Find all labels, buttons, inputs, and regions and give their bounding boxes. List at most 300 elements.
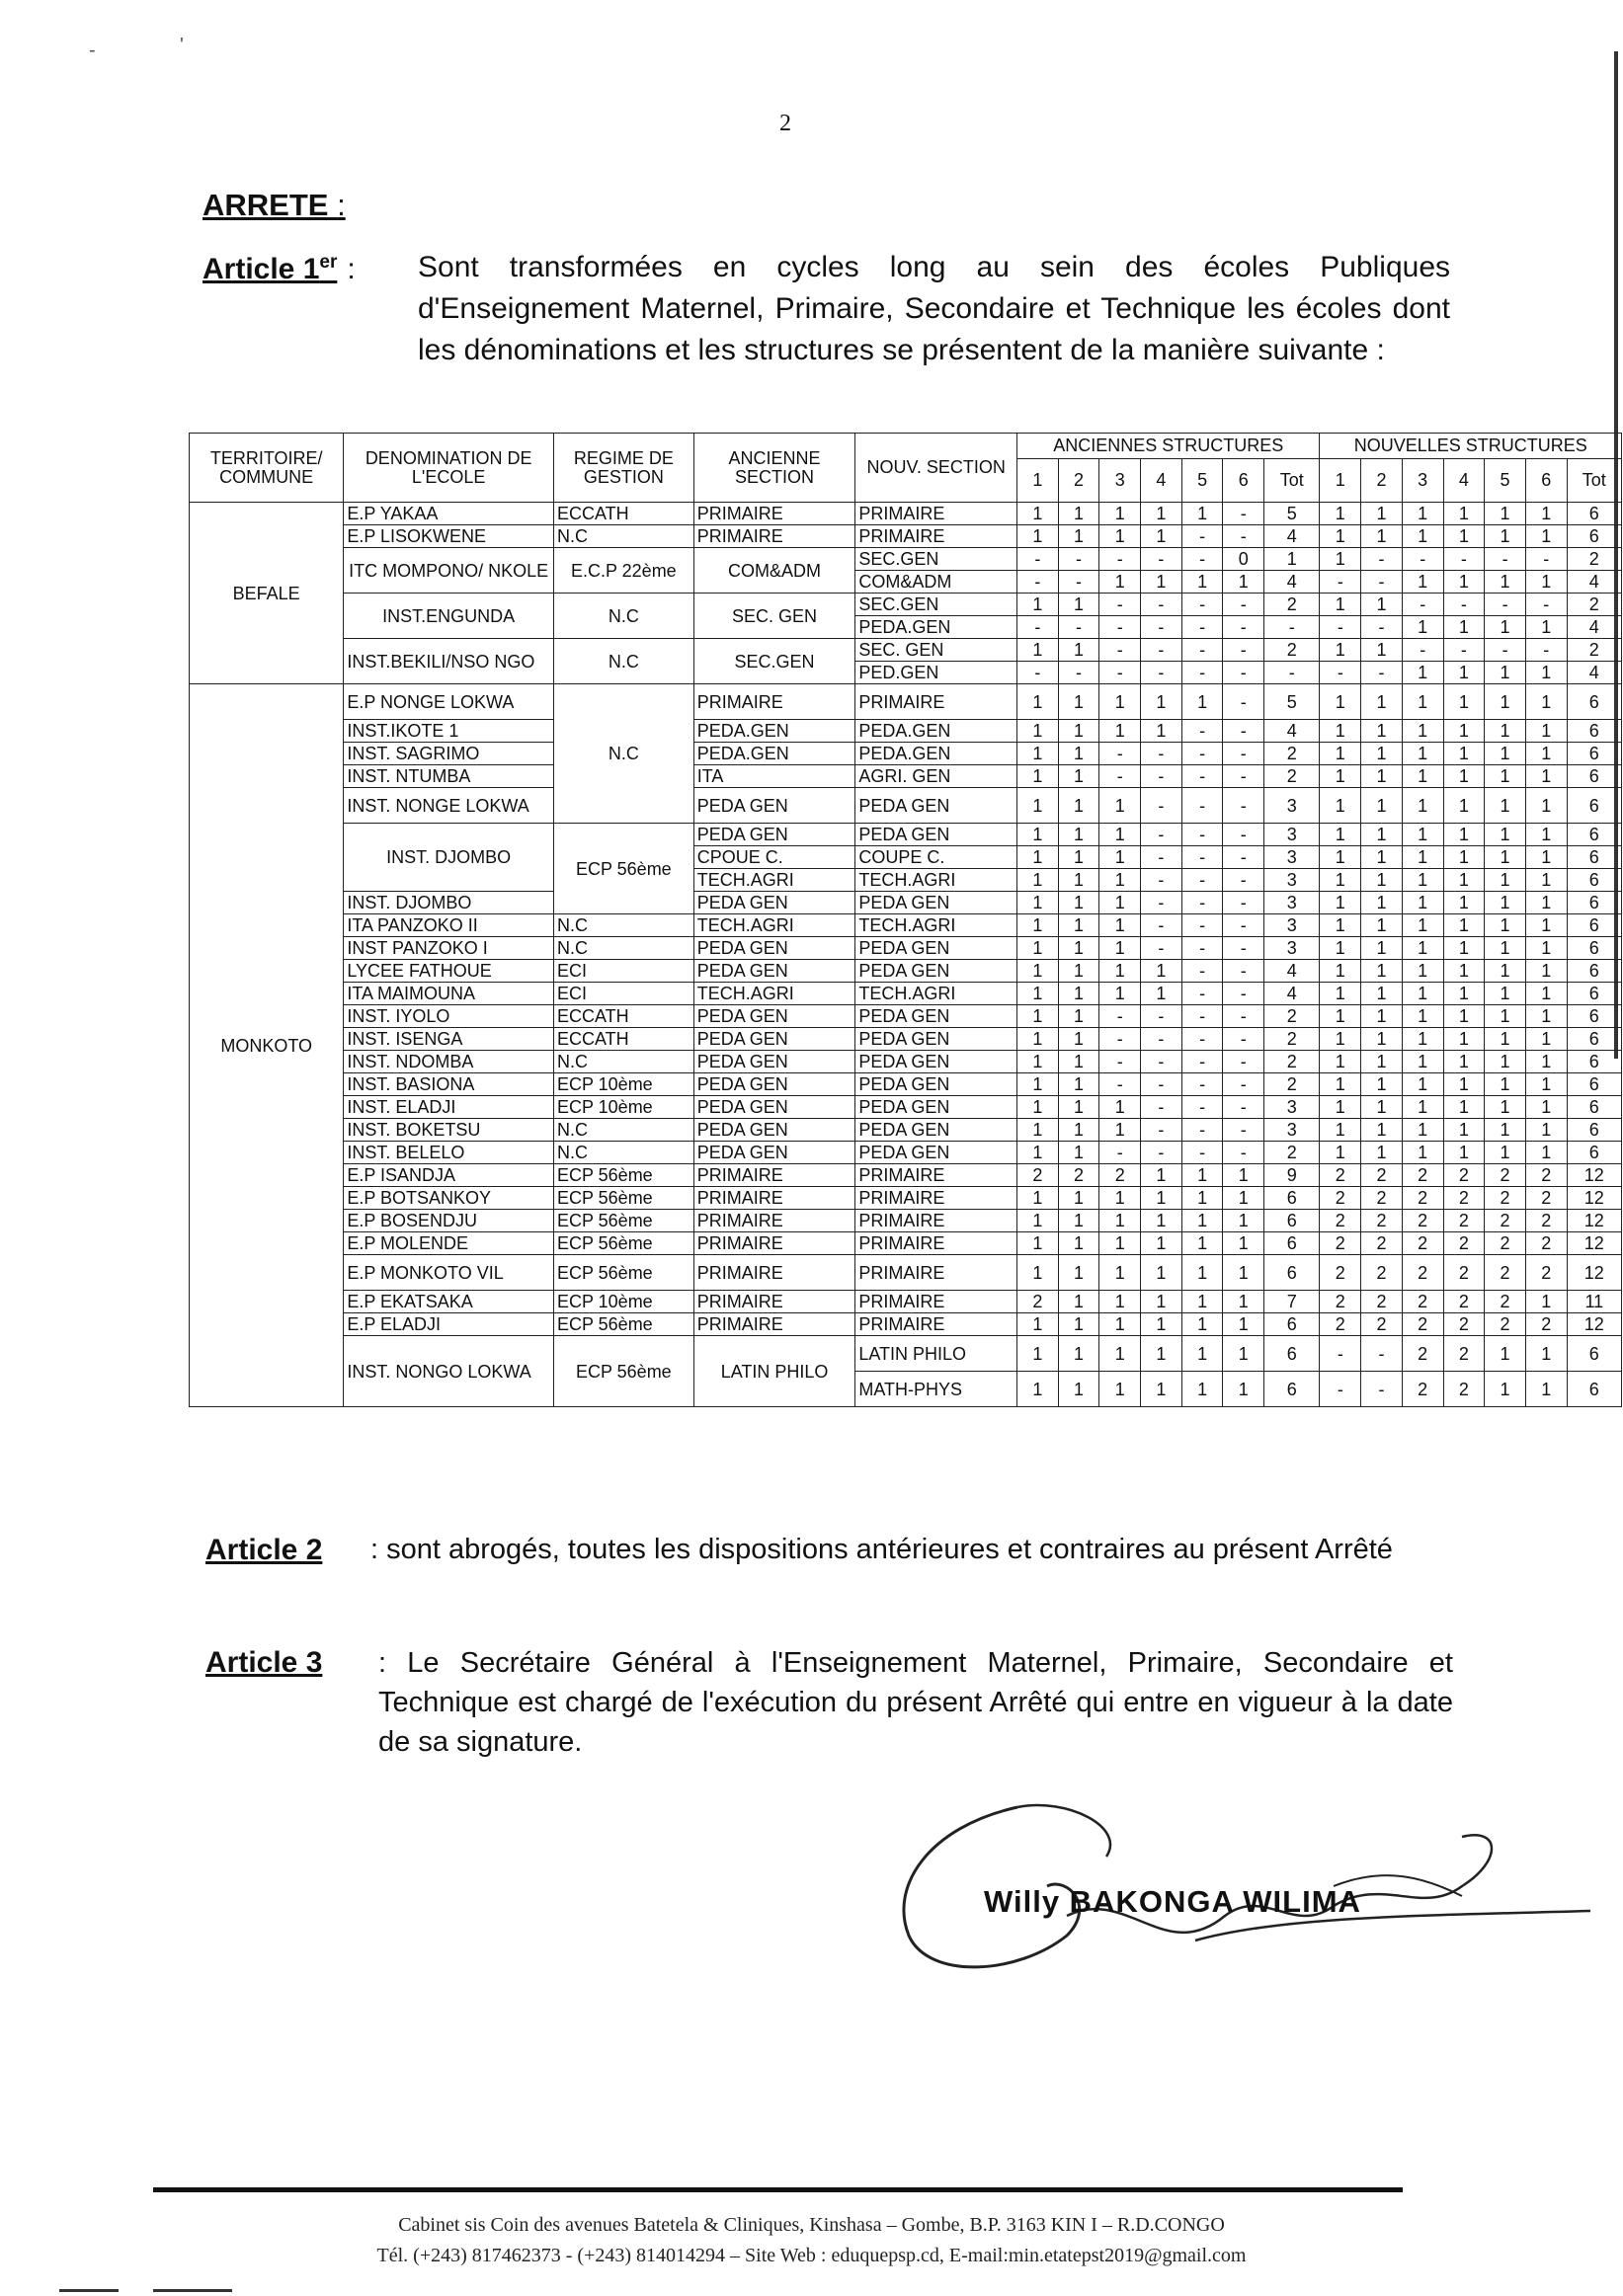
article-3-label: Article 3 [205, 1646, 323, 1679]
new-structure-value: 1 [1443, 662, 1485, 684]
nouvelle-section: PEDA GEN [855, 1096, 1017, 1119]
new-structure-value: 1 [1402, 1051, 1443, 1073]
new-structure-value: 1 [1443, 1005, 1485, 1028]
old-structure-value: 1 [1058, 1255, 1099, 1291]
old-structure-value: 1 [1181, 1372, 1223, 1407]
old-structure-value: 2 [1264, 765, 1320, 788]
nouvelle-section: PRIMAIRE [855, 684, 1017, 720]
old-structure-value: 1 [1058, 765, 1099, 788]
new-structure-value: 6 [1567, 914, 1621, 937]
new-structure-value: 12 [1567, 1232, 1621, 1255]
new-structure-value: 2 [1567, 548, 1621, 571]
new-structure-value: - [1320, 662, 1361, 684]
new-structure-value: 6 [1567, 1119, 1621, 1142]
new-structure-value: 1 [1320, 1096, 1361, 1119]
new-structure-value: 1 [1485, 720, 1526, 743]
new-structure-value: 1 [1320, 1005, 1361, 1028]
old-structure-value: - [1099, 548, 1141, 571]
article-2-text: : sont abrogés, toutes les dispositions antérieures et contraires au présent Arrêté [370, 1534, 1393, 1565]
school-name: INST. BASIONA [344, 1073, 554, 1096]
old-structure-value: - [1141, 892, 1182, 914]
new-structure-value: - [1361, 571, 1403, 594]
new-structure-value: 2 [1402, 1210, 1443, 1232]
old-structure-value: - [1181, 824, 1223, 846]
old-structure-value: 7 [1264, 1291, 1320, 1313]
old-structure-value: 1 [1058, 594, 1099, 616]
old-structure-value: 1 [1141, 1336, 1182, 1372]
old-structure-value: 1 [1017, 594, 1059, 616]
new-structure-value: 12 [1567, 1164, 1621, 1187]
header-new-col: 3 [1402, 459, 1443, 503]
old-structure-value: 1 [1058, 1051, 1099, 1073]
new-structure-value: 1 [1320, 548, 1361, 571]
nouvelle-section: PRIMAIRE [855, 503, 1017, 525]
old-structure-value: 5 [1264, 684, 1320, 720]
old-structure-value: - [1141, 1051, 1182, 1073]
new-structure-value: - [1485, 594, 1526, 616]
new-structure-value: 1 [1402, 571, 1443, 594]
school-name: E.P MOLENDE [344, 1232, 554, 1255]
new-structure-value: 1 [1402, 1142, 1443, 1164]
new-structure-value: 1 [1361, 937, 1403, 960]
ancienne-section: PEDA GEN [693, 824, 855, 846]
new-structure-value: - [1485, 548, 1526, 571]
scan-mark: - [89, 40, 96, 61]
old-structure-value: 1 [1017, 1005, 1059, 1028]
old-structure-value: 1 [1058, 983, 1099, 1005]
school-name: INST. IYOLO [344, 1005, 554, 1028]
old-structure-value: 1 [1141, 983, 1182, 1005]
old-structure-value: 1 [1099, 571, 1141, 594]
new-structure-value: 2 [1567, 594, 1621, 616]
new-structure-value: 2 [1402, 1372, 1443, 1407]
new-structure-value: 1 [1361, 1142, 1403, 1164]
ancienne-section: PRIMAIRE [693, 1187, 855, 1210]
old-structure-value: - [1223, 684, 1264, 720]
new-structure-value: 1 [1485, 960, 1526, 983]
new-structure-value: 1 [1402, 869, 1443, 892]
table-row [190, 525, 1622, 548]
old-structure-value: - [1223, 1073, 1264, 1096]
old-structure-value: - [1181, 616, 1223, 639]
new-structure-value: 1 [1485, 892, 1526, 914]
new-structure-value: 1 [1320, 639, 1361, 662]
new-structure-value: 1 [1443, 1073, 1485, 1096]
old-structure-value: - [1223, 937, 1264, 960]
ancienne-section: PEDA GEN [693, 937, 855, 960]
new-structure-value: 1 [1361, 639, 1403, 662]
nouvelle-section: PRIMAIRE [855, 1313, 1017, 1336]
new-structure-value: 1 [1402, 743, 1443, 765]
old-structure-value: - [1141, 869, 1182, 892]
regime-cell: ECP 56ème [553, 1255, 693, 1291]
new-structure-value: - [1443, 594, 1485, 616]
new-structure-value: 2 [1443, 1372, 1485, 1407]
new-structure-value: 1 [1361, 743, 1403, 765]
new-structure-value: 1 [1443, 743, 1485, 765]
new-structure-value: 2 [1443, 1164, 1485, 1187]
new-structure-value: 1 [1485, 869, 1526, 892]
regime-cell: ECP 56ème [553, 1210, 693, 1232]
new-structure-value: 1 [1485, 684, 1526, 720]
new-structure-value: 2 [1361, 1255, 1403, 1291]
old-structure-value: - [1141, 639, 1182, 662]
old-structure-value: 4 [1264, 525, 1320, 548]
old-structure-value: 1 [1141, 1372, 1182, 1407]
old-structure-value: - [1223, 869, 1264, 892]
old-structure-value: 1 [1058, 869, 1099, 892]
old-structure-value: 1 [1017, 503, 1059, 525]
old-structure-value: 1 [1058, 1210, 1099, 1232]
new-structure-value: 2 [1361, 1187, 1403, 1210]
new-structure-value: 1 [1402, 525, 1443, 548]
nouvelle-section: PEDA GEN [855, 1119, 1017, 1142]
nouvelle-section: TECH.AGRI [855, 983, 1017, 1005]
old-structure-value: 1 [1099, 869, 1141, 892]
new-structure-value: 1 [1525, 1142, 1567, 1164]
school-name: E.P BOTSANKOY [344, 1187, 554, 1210]
school-name: INST. BOKETSU [344, 1119, 554, 1142]
new-structure-value: 1 [1443, 525, 1485, 548]
new-structure-value: 6 [1567, 788, 1621, 824]
new-structure-value: 2 [1485, 1255, 1526, 1291]
new-structure-value: 1 [1525, 960, 1567, 983]
new-structure-value: 1 [1361, 503, 1403, 525]
old-structure-value: - [1141, 1096, 1182, 1119]
new-structure-value: 1 [1525, 1096, 1567, 1119]
new-structure-value: - [1320, 1336, 1361, 1372]
table-row [190, 960, 1622, 983]
old-structure-value: - [1223, 525, 1264, 548]
ancienne-section: PEDA GEN [693, 892, 855, 914]
new-structure-value: 1 [1443, 571, 1485, 594]
new-structure-value: 6 [1567, 684, 1621, 720]
new-structure-value: 2 [1485, 1210, 1526, 1232]
new-structure-value: 2 [1525, 1164, 1567, 1187]
ancienne-section: SEC. GEN [693, 594, 855, 639]
header-new-col: 4 [1443, 459, 1485, 503]
new-structure-value: - [1443, 548, 1485, 571]
header-denomination: DENOMINATION DE L'ECOLE [344, 434, 554, 503]
nouvelle-section: PEDA GEN [855, 1005, 1017, 1028]
old-structure-value: 3 [1264, 1096, 1320, 1119]
table-row [190, 594, 1622, 616]
old-structure-value: 1 [1058, 1336, 1099, 1372]
school-name: INST. SAGRIMO [344, 743, 554, 765]
new-structure-value: 1 [1443, 983, 1485, 1005]
nouvelle-section: PEDA GEN [855, 1073, 1017, 1096]
old-structure-value: 1 [1141, 1187, 1182, 1210]
ancienne-section: PEDA GEN [693, 1051, 855, 1073]
old-structure-value: - [1223, 846, 1264, 869]
territory-cell: BEFALE [190, 503, 344, 684]
old-structure-value: 3 [1264, 788, 1320, 824]
new-structure-value: - [1320, 1372, 1361, 1407]
new-structure-value: 1 [1402, 914, 1443, 937]
new-structure-value: 1 [1320, 892, 1361, 914]
old-structure-value: - [1223, 503, 1264, 525]
old-structure-value: - [1223, 616, 1264, 639]
new-structure-value: 1 [1361, 525, 1403, 548]
old-structure-value: 1 [1223, 1255, 1264, 1291]
old-structure-value: 1 [1017, 1028, 1059, 1051]
old-structure-value: 1 [1058, 960, 1099, 983]
new-structure-value: 2 [1320, 1164, 1361, 1187]
old-structure-value: 4 [1264, 720, 1320, 743]
school-name: INST.IKOTE 1 [344, 720, 554, 743]
nouvelle-section: PED.GEN [855, 662, 1017, 684]
nouvelle-section: PEDA GEN [855, 937, 1017, 960]
old-structure-value: 2 [1264, 639, 1320, 662]
ancienne-section: PRIMAIRE [693, 525, 855, 548]
old-structure-value: - [1223, 1096, 1264, 1119]
nouvelle-section: PRIMAIRE [855, 1164, 1017, 1187]
new-structure-value: 1 [1361, 765, 1403, 788]
ancienne-section: SEC.GEN [693, 639, 855, 684]
nouvelle-section: PEDA GEN [855, 960, 1017, 983]
new-structure-value: 1 [1525, 788, 1567, 824]
old-structure-value: - [1181, 788, 1223, 824]
new-structure-value: 1 [1485, 824, 1526, 846]
new-structure-value: 1 [1320, 1073, 1361, 1096]
regime-cell: ECP 56ème [553, 1187, 693, 1210]
new-structure-value: 1 [1525, 1291, 1567, 1313]
old-structure-value: 1 [1058, 720, 1099, 743]
signatory-name: Willy BAKONGA WILIMA [984, 1884, 1361, 1919]
old-structure-value: - [1223, 720, 1264, 743]
new-structure-value: 6 [1567, 937, 1621, 960]
regime-cell: ECI [553, 983, 693, 1005]
new-structure-value: 1 [1525, 869, 1567, 892]
new-structure-value: 6 [1567, 1051, 1621, 1073]
header-new-col: 5 [1485, 459, 1526, 503]
new-structure-value: 2 [1320, 1210, 1361, 1232]
new-structure-value: 6 [1567, 824, 1621, 846]
new-structure-value: 1 [1525, 1028, 1567, 1051]
table-row [190, 743, 1622, 765]
old-structure-value: - [1141, 914, 1182, 937]
new-structure-value: 1 [1443, 684, 1485, 720]
new-structure-value: 2 [1361, 1210, 1403, 1232]
new-structure-value: 1 [1485, 571, 1526, 594]
old-structure-value: - [1181, 720, 1223, 743]
new-structure-value: 1 [1443, 765, 1485, 788]
header-old-col: Tot [1264, 459, 1320, 503]
old-structure-value: 2 [1264, 743, 1320, 765]
new-structure-value: 2 [1443, 1187, 1485, 1210]
new-structure-value: 2 [1485, 1313, 1526, 1336]
header-nouv-section: NOUV. SECTION [855, 434, 1017, 503]
old-structure-value: - [1223, 983, 1264, 1005]
new-structure-value: 2 [1361, 1291, 1403, 1313]
regime-cell: ECI [553, 960, 693, 983]
old-structure-value: - [1181, 662, 1223, 684]
old-structure-value: 1 [1099, 1119, 1141, 1142]
new-structure-value: 1 [1525, 1005, 1567, 1028]
old-structure-value: 1 [1099, 937, 1141, 960]
old-structure-value: 2 [1058, 1164, 1099, 1187]
new-structure-value: 1 [1525, 1119, 1567, 1142]
new-structure-value: 12 [1567, 1210, 1621, 1232]
old-structure-value: - [1181, 1073, 1223, 1096]
new-structure-value: - [1361, 616, 1403, 639]
new-structure-value: - [1485, 639, 1526, 662]
old-structure-value: 1 [1099, 1291, 1141, 1313]
header-new-col: 2 [1361, 459, 1403, 503]
old-structure-value: 1 [1181, 1291, 1223, 1313]
old-structure-value: 1 [1181, 1255, 1223, 1291]
old-structure-value: 1 [1223, 1313, 1264, 1336]
old-structure-value: 4 [1264, 960, 1320, 983]
old-structure-value: 1 [1017, 1210, 1059, 1232]
old-structure-value: 1 [1141, 720, 1182, 743]
old-structure-value: - [1223, 1005, 1264, 1028]
header-new-col: 6 [1525, 459, 1567, 503]
footer-address: Cabinet sis Coin des avenues Batetela & Cliniques, Kinshasa – Gombe, B.P. 3163 KIN I – R.D.CONGO [398, 2214, 1225, 2236]
old-structure-value: - [1223, 765, 1264, 788]
ancienne-section: PRIMAIRE [693, 1210, 855, 1232]
new-structure-value: 1 [1320, 1028, 1361, 1051]
new-structure-value: - [1525, 548, 1567, 571]
new-structure-value: 1 [1525, 892, 1567, 914]
new-structure-value: 12 [1567, 1313, 1621, 1336]
old-structure-value: 1 [1223, 1187, 1264, 1210]
old-structure-value: - [1099, 594, 1141, 616]
nouvelle-section: TECH.AGRI [855, 914, 1017, 937]
ancienne-section: TECH.AGRI [693, 869, 855, 892]
new-structure-value: 1 [1320, 525, 1361, 548]
new-structure-value: 1 [1525, 1336, 1567, 1372]
old-structure-value: - [1058, 662, 1099, 684]
table-row [190, 914, 1622, 937]
new-structure-value: 1 [1485, 525, 1526, 548]
old-structure-value: 1 [1058, 525, 1099, 548]
new-structure-value: - [1361, 662, 1403, 684]
old-structure-value: - [1181, 525, 1223, 548]
regime-cell: E.C.P 22ème [553, 548, 693, 594]
old-structure-value: - [1181, 639, 1223, 662]
new-structure-value: 1 [1485, 503, 1526, 525]
regime-cell: ECP 56ème [553, 1232, 693, 1255]
new-structure-value: 1 [1320, 983, 1361, 1005]
old-structure-value: 1 [1017, 892, 1059, 914]
old-structure-value: 6 [1264, 1232, 1320, 1255]
old-structure-value: 1 [1181, 1164, 1223, 1187]
new-structure-value: - [1525, 639, 1567, 662]
old-structure-value: 1 [1181, 1210, 1223, 1232]
new-structure-value: 2 [1443, 1255, 1485, 1291]
nouvelle-section: PEDA GEN [855, 1142, 1017, 1164]
nouvelle-section: PEDA.GEN [855, 616, 1017, 639]
old-structure-value: - [1181, 743, 1223, 765]
old-structure-value: 3 [1264, 869, 1320, 892]
scan-mark-bottom [59, 2289, 119, 2292]
old-structure-value: 1 [1017, 1187, 1059, 1210]
new-structure-value: 6 [1567, 892, 1621, 914]
nouvelle-section: SEC.GEN [855, 594, 1017, 616]
new-structure-value: 6 [1567, 1336, 1621, 1372]
new-structure-value: 4 [1567, 616, 1621, 639]
old-structure-value: 2 [1017, 1164, 1059, 1187]
new-structure-value: 6 [1567, 1028, 1621, 1051]
old-structure-value: - [1223, 1142, 1264, 1164]
school-name: INST. NONGE LOKWA [344, 788, 554, 824]
old-structure-value: 5 [1264, 503, 1320, 525]
old-structure-value: 1 [1017, 525, 1059, 548]
old-structure-value: 1 [1181, 1313, 1223, 1336]
article-1-sup: er [319, 252, 338, 273]
new-structure-value: 1 [1320, 914, 1361, 937]
new-structure-value: 1 [1361, 1073, 1403, 1096]
nouvelle-section: PEDA.GEN [855, 720, 1017, 743]
regime-cell: ECP 56ème [553, 1336, 693, 1407]
old-structure-value: 1 [1058, 1291, 1099, 1313]
regime-cell: N.C [553, 1142, 693, 1164]
new-structure-value: 6 [1567, 765, 1621, 788]
new-structure-value: 1 [1485, 1372, 1526, 1407]
table-row [190, 720, 1622, 743]
old-structure-value: 3 [1264, 1119, 1320, 1142]
old-structure-value: 1 [1017, 937, 1059, 960]
old-structure-value: - [1181, 983, 1223, 1005]
new-structure-value: 1 [1443, 937, 1485, 960]
new-structure-value: 1 [1402, 1096, 1443, 1119]
new-structure-value: 6 [1567, 525, 1621, 548]
new-structure-value: 2 [1485, 1187, 1526, 1210]
regime-cell: ECP 10ème [553, 1096, 693, 1119]
new-structure-value: 1 [1443, 892, 1485, 914]
old-structure-value: - [1141, 616, 1182, 639]
old-structure-value: 1 [1058, 1142, 1099, 1164]
ancienne-section: PRIMAIRE [693, 1232, 855, 1255]
new-structure-value: 1 [1485, 765, 1526, 788]
nouvelle-section: SEC. GEN [855, 639, 1017, 662]
old-structure-value: 1 [1058, 1313, 1099, 1336]
old-structure-value: 1 [1141, 1232, 1182, 1255]
new-structure-value: 1 [1402, 616, 1443, 639]
new-structure-value: 1 [1402, 983, 1443, 1005]
header-old-col: 3 [1099, 459, 1141, 503]
new-structure-value: 1 [1320, 720, 1361, 743]
old-structure-value: 1 [1181, 684, 1223, 720]
new-structure-value: 1 [1525, 765, 1567, 788]
old-structure-value: 1 [1058, 1028, 1099, 1051]
new-structure-value: 2 [1443, 1232, 1485, 1255]
old-structure-value: 1 [1017, 1096, 1059, 1119]
old-structure-value: 6 [1264, 1187, 1320, 1210]
old-structure-value: - [1017, 616, 1059, 639]
new-structure-value: 1 [1443, 1051, 1485, 1073]
footer [0, 2210, 1623, 2271]
new-structure-value: 1 [1320, 960, 1361, 983]
old-structure-value: 3 [1264, 892, 1320, 914]
old-structure-value: 1 [1058, 1119, 1099, 1142]
new-structure-value: 1 [1443, 788, 1485, 824]
old-structure-value: 1 [1141, 1210, 1182, 1232]
table-row [190, 1119, 1622, 1142]
old-structure-value: - [1181, 594, 1223, 616]
old-structure-value: 1 [1181, 1187, 1223, 1210]
footer-contact: Tél. (+243) 817462373 - (+243) 814014294 – Site Web : eduquepsp.cd, E-mail:min.etatepst2019@gmail.com [376, 2245, 1247, 2266]
ancienne-section: PRIMAIRE [693, 503, 855, 525]
header-regime: REGIME DE GESTION [553, 434, 693, 503]
regime-cell: ECCATH [553, 503, 693, 525]
new-structure-value: 6 [1567, 983, 1621, 1005]
regime-cell: ECP 56ème [553, 1164, 693, 1187]
article-1-label [203, 252, 356, 286]
new-structure-value: 4 [1567, 571, 1621, 594]
new-structure-value: 1 [1443, 846, 1485, 869]
